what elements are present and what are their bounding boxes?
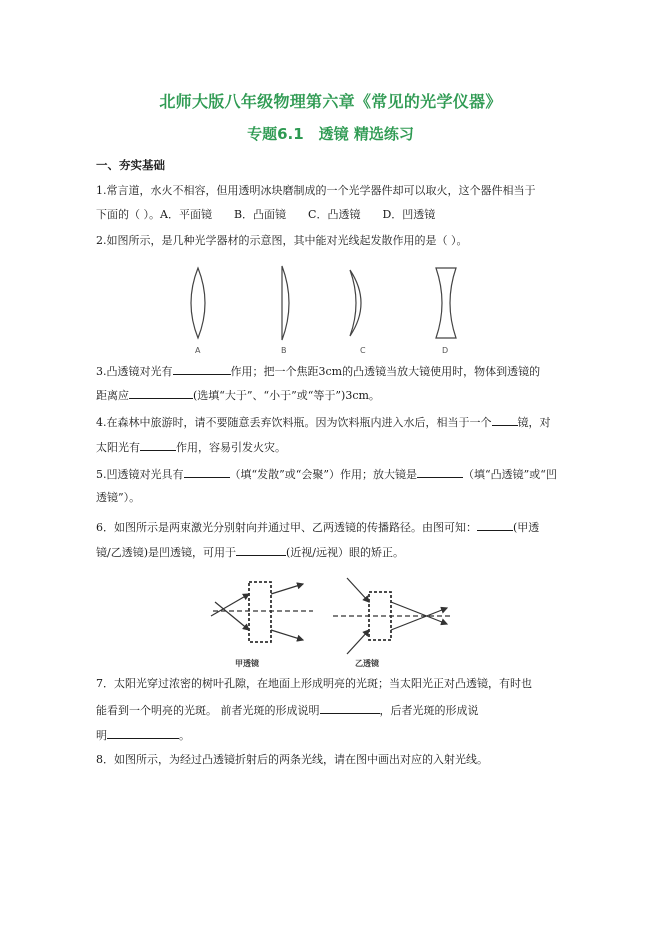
- ray-yi-bottom-in: [347, 630, 369, 654]
- answer-blank[interactable]: [417, 466, 463, 478]
- lens-label-c: C: [360, 346, 366, 355]
- question-7-line-2: 能看到一个明亮的光斑。 前者光斑的形成说明 ，后者光斑的形成说: [96, 704, 479, 717]
- lens-jia-label: 甲透镜: [235, 659, 259, 668]
- question-3-line-1: 3.凸透镜对光有 作用；把一个焦距3cm的凸透镜当放大镜使用时，物体到透镜的: [96, 365, 541, 378]
- question-6-line-1: 6．如图所示是两束激光分别射向并通过甲、乙两透镜的传播路径。由图可知： (甲透: [96, 521, 540, 534]
- answer-blank[interactable]: [129, 387, 193, 399]
- ray-jia-top-out: [271, 584, 303, 594]
- ray-jia-bottom-out: [271, 630, 303, 640]
- question-7-line-1: 7．太阳光穿过浓密的树叶孔隙，在地面上形成明亮的光斑；当太阳光正对凸透镜，有时也: [96, 677, 532, 690]
- question-7-line-3: 明 。: [96, 729, 190, 742]
- answer-blank[interactable]: [173, 363, 231, 375]
- lens-c-meniscus: [350, 270, 361, 336]
- answer-blank[interactable]: [184, 466, 230, 478]
- lens-types-figure: [178, 258, 478, 356]
- answer-blank[interactable]: [477, 519, 513, 531]
- question-5-line-2: 透镜”）。: [96, 491, 141, 504]
- lens-label-b: B: [281, 346, 287, 355]
- section-heading: 一、夯实基础: [96, 158, 165, 172]
- ray-yi-bottom-out: [391, 608, 447, 630]
- document-subtitle: 专题6.1 透镜 精选练习: [247, 125, 414, 143]
- answer-blank[interactable]: [140, 439, 176, 451]
- question-6-line-2: 镜/乙透镜)是凹透镜，可用于 (近视/远视）眼的矫正。: [96, 546, 404, 559]
- lens-yi-box: [369, 592, 391, 640]
- lens-d-biconcave: [436, 268, 456, 338]
- question-8-text: 8．如图所示，为经过凸透镜折射后的两条光线，请在图中画出对应的入射光线。: [96, 753, 488, 766]
- answer-blank[interactable]: [236, 544, 286, 556]
- lens-yi-label: 乙透镜: [355, 659, 379, 668]
- lens-jia-box: [249, 582, 271, 642]
- question-2-text: 2.如图所示，是几种光学器材的示意图，其中能对光线起发散作用的是（ ）。: [96, 234, 468, 247]
- ray-jia-top-in: [211, 594, 249, 616]
- ray-yi-top-out: [391, 602, 447, 624]
- answer-blank[interactable]: [320, 702, 380, 714]
- ray-yi-top-in: [347, 578, 369, 602]
- lens-label-a: A: [195, 346, 201, 355]
- lens-a-biconvex: [191, 268, 205, 338]
- question-4-line-2: 太阳光有 作用，容易引发火灾。: [96, 441, 286, 454]
- answer-blank[interactable]: [107, 727, 179, 739]
- lens-b-plano-convex: [282, 266, 289, 340]
- question-1-line-1: 1.常言道，水火不相容，但用透明冰块磨制成的一个光学器件却可以取火，这个器件相当于: [96, 184, 536, 197]
- answer-blank[interactable]: [492, 414, 518, 426]
- document-title: 北师大版八年级物理第六章《常见的光学仪器》: [159, 92, 502, 111]
- question-4-line-1: 4.在森林中旅游时，请不要随意丢弃饮料瓶。因为饮料瓶内进入水后，相当于一个 镜，对: [96, 416, 551, 429]
- lens-label-d: D: [442, 346, 449, 355]
- question-3-line-2: 距离应 (选填“大于”、“小于”或“等于”)3cm。: [96, 389, 380, 402]
- ray-jia-bottom-in: [215, 602, 249, 630]
- question-5-line-1: 5.凹透镜对光具有 （填“发散”或“会聚”）作用；放大镜是 （填“凸透镜”或“凹: [96, 468, 557, 481]
- question-1-line-2: 下面的（ ）。A．平面镜 B．凸面镜 C．凸透镜 D．凹透镜: [96, 208, 436, 221]
- laser-lens-figure: [205, 572, 455, 670]
